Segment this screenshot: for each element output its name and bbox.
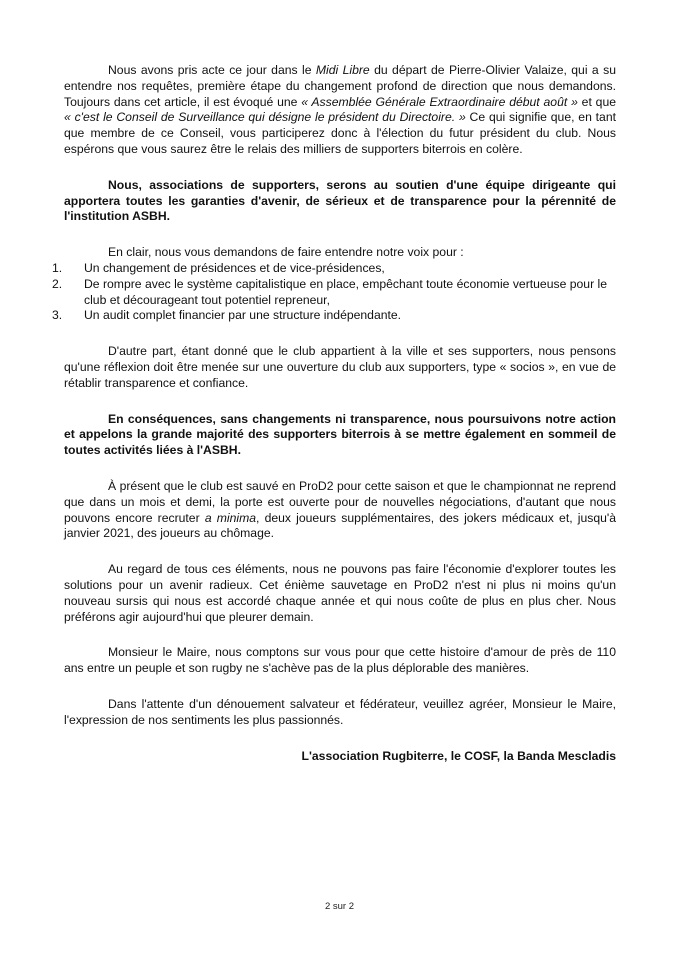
paragraph-text: Nous avons pris acte ce jour dans le [108, 63, 316, 77]
newspaper-name: Midi Libre [315, 63, 370, 77]
list-number: 1. [52, 260, 63, 275]
paragraph-mayor-appeal: Monsieur le Maire, nous comptons sur vous pour que cette histoire d'amour de près de 110 ans entre un peuple et son rugby ne s'achève pas de la plus déplorable des manières. [64, 645, 616, 676]
paragraph-socios: D'autre part, étant donné que le club appartient à la ville et ses supporters, nous pensons qu'une réflexion doit être menée sur une ouverture du club aux supporters, type « socios », en vue de rétablir transparence et confiance. [64, 344, 616, 390]
list-item-text: Un audit complet financier par une structure indépendante. [84, 308, 402, 323]
list-item-text: De rompre avec le système capitalistique en place, empêchant toute économie vertueuse pour le club et décourageant tout potentiel repreneur, [84, 276, 607, 307]
paragraph-closing: Dans l'attente d'un dénouement salvateur et fédérateur, veuillez agréer, Monsieur le Maire, l'expression de nos sentiments les plus passionnés. [64, 696, 616, 727]
list-number: 2. [52, 276, 63, 291]
paragraph-text: À présent que le club est sauvé en ProD2 pour cette saison et que le championnat ne reprend que dans un mois et demi, la porte est ouverte pour de nouvelles négociations, d'autant que nous pouvons encore recruter [64, 478, 616, 525]
paragraph-future: Au regard de tous ces éléments, nous ne pouvons pas faire l'économie d'explorer toutes les solutions pour un avenir radieux. Cet énième sauvetage en ProD2 n'est ni plus ni moins qu'un nouveau sursis qui nous est accordé chaque année et qui nous coûte de plus en plus cher. Nous préférons agir aujourd'hui que pleurer demain. [64, 562, 616, 624]
paragraph-consequences: En conséquences, sans changements ni transparence, nous poursuivons notre action et appelons la grande majorité des supporters biterrois à se mettre également en sommeil de toutes activités liées à l'ASBH. [64, 411, 616, 458]
paragraph-text: Ce qui signifie que, en tant que membre de ce Conseil, vous participerez donc à l'élection du futur président du club. Nous espérons que vous saurez être le relais des milliers de supporters biterrois en colère. [64, 110, 616, 156]
quote-council: « c'est le Conseil de Surveillance qui désigne le président du Directoire. » [64, 110, 466, 125]
list-item [52, 260, 616, 277]
signature: L'association Rugbiterre, le COSF, la Banda Mescladis [301, 748, 616, 763]
latin-term: a minima [204, 510, 257, 525]
demands-list [52, 260, 616, 324]
list-item [52, 308, 616, 324]
paragraph-text: et que [577, 94, 616, 109]
paragraph-supporters-commitment: Nous, associations de supporters, serons au soutien d'une équipe dirigeante qui apportera toutes les garanties d'avenir, de sérieux et de transparence pour la pérennité de l'institution ASBH. [64, 177, 616, 224]
list-item [52, 276, 616, 309]
list-item-text: Un changement de présidences et de vice-présidences, [84, 260, 385, 275]
list-number: 3. [52, 308, 63, 323]
paragraph-midi-libre [64, 63, 616, 158]
paragraph-prod2 [64, 479, 616, 542]
page-number: 2 sur 2 [324, 901, 355, 912]
quote-assembly: « Assemblée Générale Extraordinaire début août » [301, 94, 578, 109]
paragraph-text: du départ de Pierre-Olivier Valaize, qui a su entendre nos requêtes, première étape du changement profond de direction que nous demandons. Toujours dans cet article, il est évoqué une [64, 63, 616, 109]
paragraph-demands-intro: En clair, nous vous demandons de faire entendre notre voix pour : [108, 245, 464, 260]
letter-body [52, 63, 616, 764]
paragraph-text: , deux joueurs supplémentaires, des jokers médicaux et, jusqu'à janvier 2021, des joueurs au chômage. [64, 510, 616, 541]
